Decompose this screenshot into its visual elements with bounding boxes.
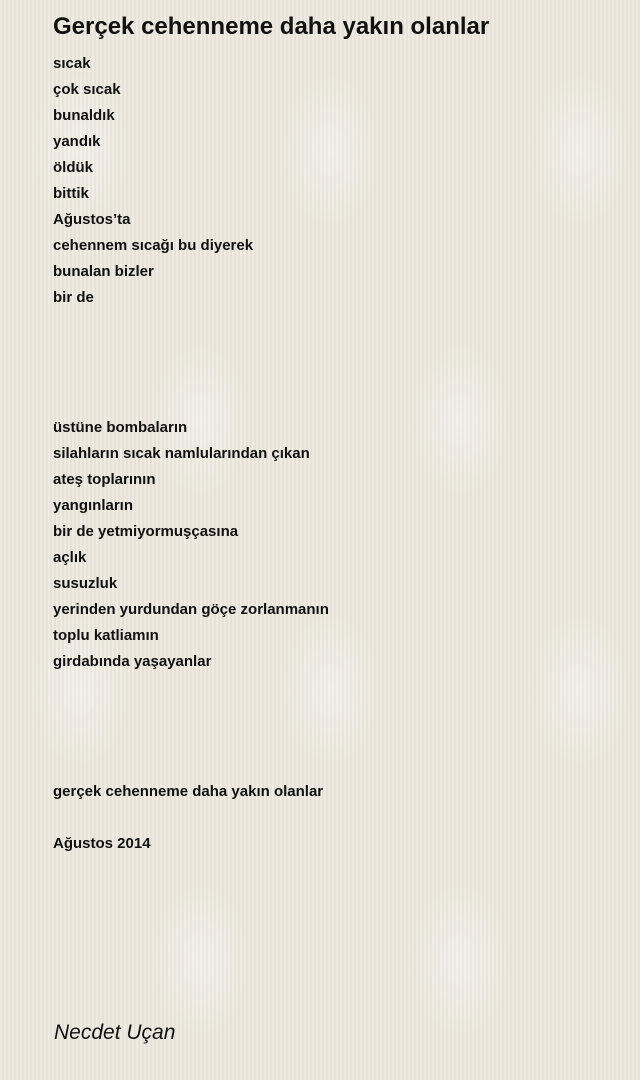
poem-line: bunalan bizler: [53, 263, 154, 280]
poem-body: [53, 51, 613, 857]
author-name: Necdet Uçan: [54, 1021, 176, 1044]
poem-line: susuzluk: [53, 575, 118, 592]
poem-line: bir de: [53, 289, 94, 306]
poem-line: cehennem sıcağı bu diyerek: [53, 237, 254, 254]
poem-line: silahların sıcak namlularından çıkan: [53, 445, 310, 462]
poem-line: bir de yetmiyormuşçasına: [53, 523, 239, 540]
stanza-spacer: [53, 675, 613, 779]
stanza-spacer: [53, 805, 613, 831]
poem-line: öldük: [53, 159, 93, 176]
stanza-1: [53, 51, 613, 311]
poem-line: sıcak: [53, 55, 91, 72]
poem-line: yandık: [53, 133, 101, 150]
stanza-2: [53, 415, 613, 675]
poem-line: açlık: [53, 549, 87, 566]
poem-line: yerinden yurdundan göçe zorlanmanın: [53, 601, 329, 618]
poem-line: gerçek cehenneme daha yakın olanlar: [53, 783, 324, 800]
poem-line: ateş toplarının: [53, 471, 156, 488]
poem-line: Ağustos’ta: [53, 211, 131, 228]
poem-line: yangınların: [53, 497, 134, 514]
poem-line: girdabında yaşayanlar: [53, 653, 212, 670]
poem-line: toplu katliamın: [53, 627, 159, 644]
stanza-3: [53, 779, 613, 805]
poem-date: [53, 831, 613, 857]
stanza-spacer: [53, 311, 613, 415]
poem-line: çok sıcak: [53, 81, 121, 98]
poem-line: üstüne bombaların: [53, 419, 188, 436]
poem-line: bittik: [53, 185, 89, 202]
poem-line: Ağustos 2014: [53, 835, 151, 852]
poem-line: bunaldık: [53, 107, 115, 124]
poem-title: Gerçek cehenneme daha yakın olanlar: [53, 13, 490, 40]
